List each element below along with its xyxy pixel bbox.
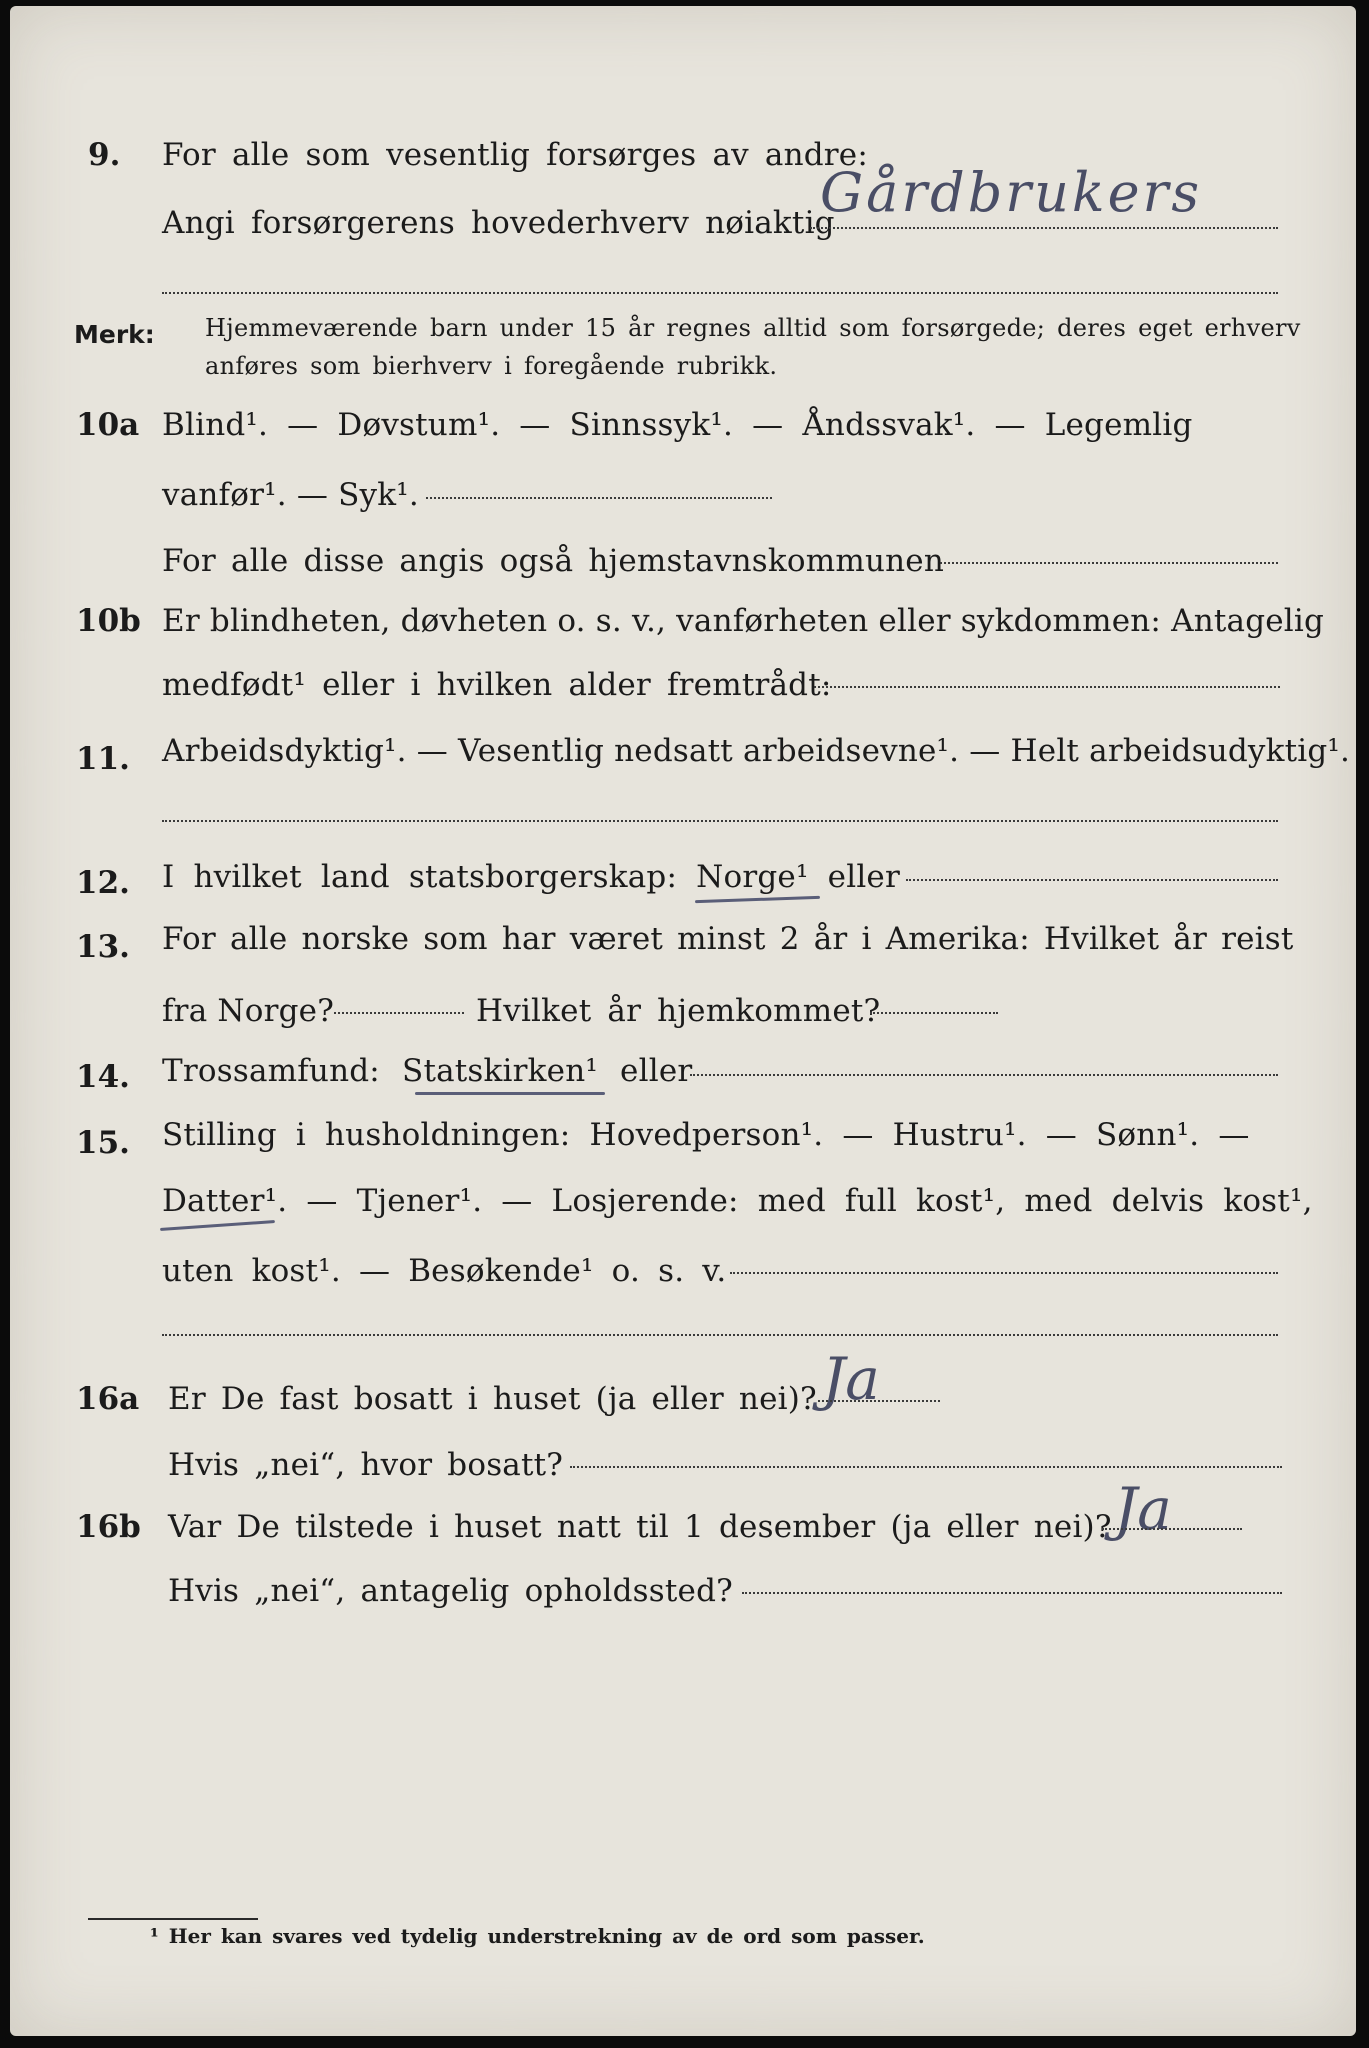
q15-line1: Stilling i husholdningen: Hovedperson¹. — Hustru¹. — Sønn¹. — <box>162 1117 1250 1153</box>
q9-handwritten-answer: Gårdbrukers <box>820 161 1203 224</box>
q15-answer-line <box>730 1272 1278 1274</box>
q10b-number: 10b <box>76 603 141 639</box>
q9-line2: Angi forsørgerens hovederhverv nøiaktig <box>162 205 835 241</box>
q16b-opholdssted-line <box>742 1592 1282 1594</box>
q13-reist-line <box>334 1012 464 1014</box>
q9-answer-line <box>810 227 1278 229</box>
q15-number: 15. <box>76 1125 130 1161</box>
q16a-handwritten-answer: Ja <box>822 1345 880 1413</box>
q15-datter-underline <box>160 1220 275 1231</box>
q13-line1: For alle norske som har været minst 2 år i Amerika: Hvilket år reist <box>162 921 1294 957</box>
q11-extra-line <box>162 820 1278 822</box>
q12-line1: I hvilket land statsborgerskap: Norge¹ eller <box>162 859 900 895</box>
q10a-number: 10a <box>76 407 140 443</box>
q13-line2a: fra Norge? <box>162 993 335 1029</box>
q14-line1: Trossamfund: Statskirken¹ eller <box>162 1053 693 1089</box>
q9-line1: For alle som vesentlig forsørges av andre: <box>162 137 868 173</box>
q11-number: 11. <box>76 741 130 777</box>
q16a-line2: Hvis „nei“, hvor bosatt? <box>168 1447 564 1483</box>
q10b-answer-line <box>814 686 1280 688</box>
q10b-line1: Er blindheten, døvheten o. s. v., vanførheten eller sykdommen: Antagelig <box>162 603 1325 639</box>
q16a-line1: Er De fast bosatt i huset (ja eller nei)? <box>168 1381 817 1417</box>
q14-number: 14. <box>76 1059 130 1095</box>
q13-hjemkommet-line <box>870 1012 998 1014</box>
q16b-line1: Var De tilstede i huset natt til 1 desember (ja eller nei)? <box>168 1509 1112 1545</box>
footnote: ¹ Her kan svares ved tydelig understrekning av de ord som passer. <box>150 1924 925 1948</box>
merk-line1: Hjemmeværende barn under 15 år regnes alltid som forsørgede; deres eget erhverv <box>205 314 1301 342</box>
footnote-rule <box>88 1918 258 1920</box>
q10a-kommune-line <box>940 562 1278 564</box>
q10b-line2: medfødt¹ eller i hvilken alder fremtrådt: <box>162 667 832 703</box>
q16b-number: 16b <box>76 1509 141 1545</box>
q10a-line3: For alle disse angis også hjemstavnskommunen <box>162 543 944 579</box>
q12-number: 12. <box>76 865 130 901</box>
q10a-line1: Blind¹. — Døvstum¹. — Sinnssyk¹. — Åndssvak¹. — Legemlig <box>162 407 1193 443</box>
q15-line2: Datter¹. — Tjener¹. — Losjerende: med full kost¹, med delvis kost¹, <box>162 1183 1313 1219</box>
q13-line2b: Hvilket år hjemkommet? <box>476 993 881 1029</box>
q12-answer-line <box>906 879 1278 881</box>
q14-statskirken-underline <box>415 1092 605 1095</box>
q16a-number: 16a <box>76 1381 140 1417</box>
q16a-bosatt-line <box>570 1466 1282 1468</box>
merk-label: Merk: <box>74 320 155 349</box>
q9-number: 9. <box>88 137 121 173</box>
q14-answer-line <box>690 1074 1278 1076</box>
q11-line1: Arbeidsdyktig¹. — Vesentlig nedsatt arbeidsevne¹. — Helt arbeidsudyktig¹. <box>162 733 1351 769</box>
q12-norge-underline <box>695 896 820 903</box>
q16b-answer-line <box>1102 1528 1242 1530</box>
q16b-line2: Hvis „nei“, antagelig opholdssted? <box>168 1573 733 1609</box>
merk-line2: anføres som bierhverv i foregående rubrikk. <box>205 352 778 380</box>
q16b-handwritten-answer: Ja <box>1114 1475 1172 1543</box>
census-form-page <box>10 6 1356 2036</box>
q10a-answer-line <box>426 497 772 499</box>
q15-extra-line <box>162 1334 1278 1336</box>
q10a-line2: vanfør¹. — Syk¹. <box>162 477 419 513</box>
q13-number: 13. <box>76 929 130 965</box>
q15-line3: uten kost¹. — Besøkende¹ o. s. v. <box>162 1253 727 1289</box>
q16a-answer-line <box>818 1400 940 1402</box>
q9-extra-line <box>162 292 1278 294</box>
